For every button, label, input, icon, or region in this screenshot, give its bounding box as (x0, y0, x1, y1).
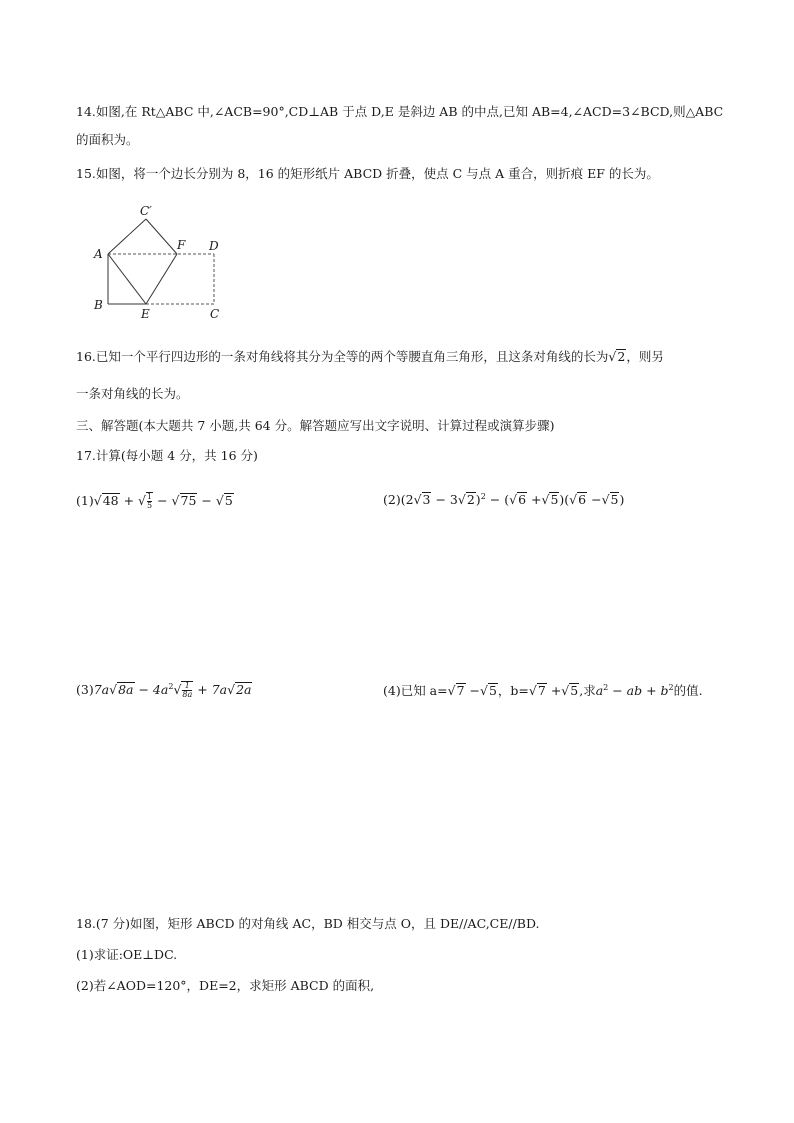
q18-part2: (2)若∠AOD=120°，DE=2，求矩形 ABCD 的面积, (76, 978, 375, 993)
q18-title: 18.(7 分)如图，矩形 ABCD 的对角线 AC，BD 相交与点 O，且 DE//AC,CE//BD. (76, 916, 540, 931)
q15-fold-figure (88, 200, 228, 322)
label-d: D (209, 239, 219, 253)
label-a: A (94, 247, 103, 261)
q16-line2: 一条对角线的长为。 (76, 386, 189, 401)
q18-part1: (1)求证:OE⊥DC. (76, 947, 178, 962)
q17-part4: (4)已知 a=√7 −√5，b=√7 +√5,求$a^2$ − ab + $b^2$的值. (383, 682, 703, 698)
edge-a-cprime (108, 219, 146, 254)
q17-part3: $(3)7a√8a - 4a^2√$ $\frac{1}{8a}$ + 7a√2a (76, 681, 252, 699)
edge-cprime-f (146, 219, 177, 254)
q14-line1: 14.如图,在 Rt△ABC 中,∠ACB=90°,CD⊥AB 于点 D,E 是斜边 AB 的中点,已知 AB=4,∠ACD=3∠BCD,则△ABC (76, 104, 724, 119)
q17-title: 17.计算(每小题 4 分，共 16 分) (76, 448, 258, 463)
section-3-heading: 三、解答题(本大题共 7 小题,共 64 分。解答题应写出文字说明、计算过程或演算步骤) (76, 418, 555, 433)
fold-line-ef (146, 254, 177, 304)
edge-a-e (108, 254, 146, 304)
q17-part2: $(2)(2√3 - 3√2)^2 - (√6 +√5)(√6 -√5)$ (383, 492, 625, 508)
q15-text: 15.如图，将一个边长分别为 8，16 的矩形纸片 ABCD 折叠，使点 C 与点 A 重合，则折痕 EF 的长为。 (76, 166, 659, 181)
label-b: B (94, 298, 103, 312)
q16-line1: 16.已知一个平行四边形的一条对角线将其分为全等的两个等腰直角三角形，且这条对角线的长为√2，则另 (76, 349, 664, 364)
q14-line2: 的面积为。 (76, 132, 139, 147)
label-e: E (141, 307, 150, 321)
label-f: F (177, 238, 186, 252)
label-c-prime: C′ (140, 204, 152, 218)
q17-part1: (1)√48 + √ $\frac{1}{5}$ − √75 − √5 (76, 492, 233, 510)
label-c: C (210, 307, 220, 321)
